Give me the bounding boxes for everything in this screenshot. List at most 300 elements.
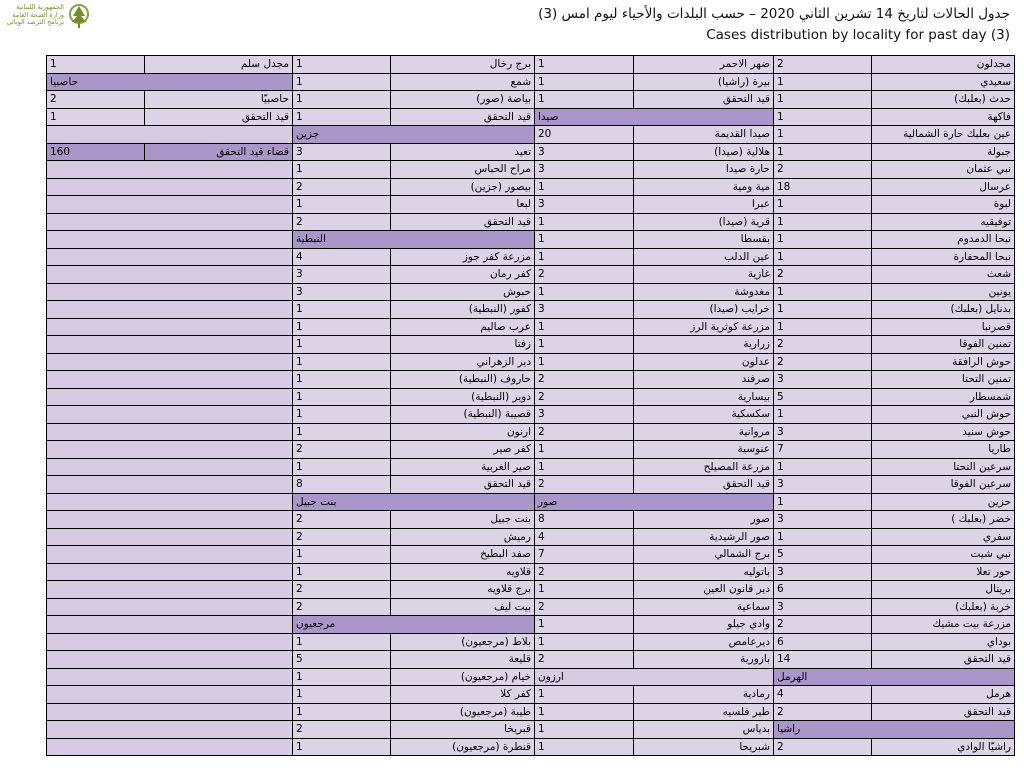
table-row: [47, 651, 1015, 669]
empty-cell: [47, 686, 293, 704]
table-row: [47, 686, 1015, 704]
empty-cell: [47, 283, 293, 301]
case-count-cell: 2: [774, 616, 872, 634]
case-count-cell: 1: [535, 721, 634, 739]
empty-cell: [47, 441, 293, 459]
locality-name-cell: خيام (مرجعيون): [391, 668, 535, 686]
district-header-cell: بنت جبيل: [293, 493, 535, 511]
empty-cell: ارزون: [535, 668, 774, 686]
district-header-cell: جزين: [293, 126, 535, 144]
district-header-cell: النبطية: [293, 231, 535, 249]
locality-name-cell: تمنين الفوقا: [872, 336, 1015, 354]
locality-name-cell: هلالية (صيدا): [634, 143, 774, 161]
locality-name-cell: حدث (بعلبك): [872, 91, 1015, 109]
case-count-cell: 1: [774, 248, 872, 266]
case-count-cell: 2: [535, 423, 634, 441]
locality-name-cell: طاريا: [872, 441, 1015, 459]
locality-name-cell: قيد التحقق: [872, 703, 1015, 721]
locality-name-cell: دير قانون العين: [634, 581, 774, 599]
locality-name-cell: سعيدي: [872, 73, 1015, 91]
case-count-cell: 1: [293, 353, 391, 371]
table-row: [47, 161, 1015, 179]
case-count-cell: 2: [293, 213, 391, 231]
district-header-cell: الهرمل: [774, 668, 1015, 686]
case-count-cell: 1: [774, 493, 872, 511]
case-count-cell: 1: [535, 738, 634, 756]
table-row: [47, 91, 1015, 109]
empty-cell: [47, 178, 293, 196]
case-count-cell: 3: [535, 161, 634, 179]
locality-name-cell: بريتال: [872, 581, 1015, 599]
table-row: [47, 546, 1015, 564]
case-count-cell: 1: [774, 108, 872, 126]
case-count-cell: 5: [293, 651, 391, 669]
case-count-cell: 1: [535, 283, 634, 301]
case-count-cell: 1: [774, 458, 872, 476]
table-row: [47, 266, 1015, 284]
locality-name-cell: قيد التحقق: [634, 91, 774, 109]
table-row: [47, 108, 1015, 126]
case-count-cell: 7: [774, 441, 872, 459]
empty-cell: [47, 353, 293, 371]
locality-name-cell: دير الزهراني: [391, 353, 535, 371]
district-header-cell: مرجعيون: [293, 616, 535, 634]
case-count-cell: 2: [293, 598, 391, 616]
locality-name-cell: برج الشمالي: [634, 546, 774, 564]
empty-cell: [47, 301, 293, 319]
case-count-cell: 1: [535, 248, 634, 266]
case-count-cell: 1: [293, 73, 391, 91]
locality-name-cell: عنوسية: [634, 441, 774, 459]
district-header-cell: حاصبيا: [47, 73, 293, 91]
case-count-cell: 1: [774, 91, 872, 109]
locality-name-cell: حوش الرافقة: [872, 353, 1015, 371]
locality-name-cell: قرية (صيدا): [634, 213, 774, 231]
empty-cell: [47, 458, 293, 476]
case-count-cell: 1: [293, 318, 391, 336]
case-count-cell: 4: [293, 248, 391, 266]
locality-cases-table: [46, 55, 1015, 756]
locality-name-cell: حاروف (النبطية): [391, 371, 535, 389]
case-count-cell: 1: [535, 703, 634, 721]
case-count-cell: 1: [774, 318, 872, 336]
locality-name-cell: بياضة (صور): [391, 91, 535, 109]
locality-name-cell: زفتا: [391, 336, 535, 354]
locality-name-cell: صرفند: [634, 371, 774, 389]
district-header-cell: صيدا: [535, 108, 774, 126]
locality-name-cell: قصرنبا: [872, 318, 1015, 336]
locality-name-cell: سفري: [872, 528, 1015, 546]
locality-name-cell: يونين: [872, 283, 1015, 301]
table-row: [47, 301, 1015, 319]
case-count-cell: 2: [535, 371, 634, 389]
empty-cell: [47, 406, 293, 424]
empty-cell: [47, 476, 293, 494]
locality-name-cell: قصيبة (النبطية): [391, 406, 535, 424]
case-count-cell: 2: [47, 91, 145, 109]
locality-name-cell: قيد التحقق: [634, 476, 774, 494]
table-row: [47, 738, 1015, 756]
locality-name-cell: ديرعامص: [634, 633, 774, 651]
locality-name-cell: باتوليه: [634, 563, 774, 581]
case-count-cell: 1: [293, 161, 391, 179]
table-row: [47, 511, 1015, 529]
locality-name-cell: دوير (النبطية): [391, 388, 535, 406]
locality-name-cell: قليعة: [391, 651, 535, 669]
empty-cell: [47, 336, 293, 354]
empty-cell: [47, 266, 293, 284]
locality-name-cell: توفيقيه: [872, 213, 1015, 231]
table-row: [47, 598, 1015, 616]
table-row: [47, 336, 1015, 354]
locality-name-cell: ارنون: [391, 423, 535, 441]
table-row: [47, 143, 1015, 161]
locality-name-cell: مراح الحباس: [391, 161, 535, 179]
case-count-cell: 2: [774, 161, 872, 179]
case-count-cell: 1: [293, 423, 391, 441]
case-count-cell: 1: [535, 178, 634, 196]
locality-name-cell: صور الرشيدية: [634, 528, 774, 546]
district-header-cell: صور: [535, 493, 774, 511]
case-count-cell: 1: [293, 738, 391, 756]
locality-name-cell: مية ومية: [634, 178, 774, 196]
case-count-cell: 20: [535, 126, 634, 144]
ministry-line: وزارة الصحة العامة: [12, 10, 64, 19]
locality-name-cell: هرمل: [872, 686, 1015, 704]
locality-name-cell: زرارية: [634, 336, 774, 354]
cedar-logo-icon: [68, 2, 90, 32]
table-row: [47, 476, 1015, 494]
table-row: [47, 616, 1015, 634]
locality-name-cell: شبريحا: [634, 738, 774, 756]
case-count-cell: 1: [535, 91, 634, 109]
table-row: [47, 441, 1015, 459]
case-count-cell: 2: [774, 56, 872, 74]
case-count-cell: 3: [774, 598, 872, 616]
empty-cell: [47, 318, 293, 336]
case-count-cell: 2: [774, 738, 872, 756]
locality-name-cell: بوداي: [872, 633, 1015, 651]
locality-name-cell: سكسكية: [634, 406, 774, 424]
case-count-cell: 1: [535, 633, 634, 651]
empty-cell: [47, 493, 293, 511]
table-row: [47, 493, 1015, 511]
locality-name-cell: خرايب (صيدا): [634, 301, 774, 319]
table-row: [47, 406, 1015, 424]
case-count-cell: 3: [535, 406, 634, 424]
locality-name-cell: بقسطا: [634, 231, 774, 249]
locality-name-cell: قلاويه: [391, 563, 535, 581]
empty-cell: [47, 161, 293, 179]
case-count-cell: 1: [774, 406, 872, 424]
case-count-cell: 1: [293, 668, 391, 686]
empty-cell: [47, 213, 293, 231]
locality-name-cell: راشيّا الوادي: [872, 738, 1015, 756]
case-count-cell: 2: [535, 388, 634, 406]
locality-name-cell: مغدوشة: [634, 283, 774, 301]
case-count-cell: 3: [774, 423, 872, 441]
empty-cell: [47, 511, 293, 529]
locality-name-cell: فاكهة: [872, 108, 1015, 126]
case-count-cell: 14: [774, 651, 872, 669]
case-count-cell: 1: [535, 73, 634, 91]
empty-cell: [47, 616, 293, 634]
locality-name-cell: حاصبيّا: [145, 91, 293, 109]
case-count-cell: 8: [535, 511, 634, 529]
case-count-cell: 2: [535, 651, 634, 669]
case-count-cell: 1: [47, 108, 145, 126]
locality-name-cell: شمع: [391, 73, 535, 91]
locality-name-cell: عرب صاليم: [391, 318, 535, 336]
locality-name-cell: قيد التحقق: [145, 108, 293, 126]
locality-name-cell: مروانية: [634, 423, 774, 441]
locality-name-cell: مزرعة المصيلح: [634, 458, 774, 476]
case-count-cell: 7: [535, 546, 634, 564]
case-count-cell: 18: [774, 178, 872, 196]
locality-name-cell: مزرعة كفر جوز: [391, 248, 535, 266]
table-row: [47, 423, 1015, 441]
locality-name-cell: بدياس: [634, 721, 774, 739]
table-row: [47, 213, 1015, 231]
locality-name-cell: بازورية: [634, 651, 774, 669]
locality-name-cell: قنطرة (مرجعيون): [391, 738, 535, 756]
case-count-cell: 1: [774, 126, 872, 144]
locality-name-cell: بنت جبيل: [391, 511, 535, 529]
locality-name-cell: بيصور (جزين): [391, 178, 535, 196]
table-row: [47, 721, 1015, 739]
case-count-cell: 1: [535, 56, 634, 74]
empty-cell: [47, 651, 293, 669]
report-title-english: Cases distribution by locality for past day (3): [706, 27, 1010, 43]
locality-name-cell: تمنين التحتا: [872, 371, 1015, 389]
locality-name-cell: لبوة: [872, 196, 1015, 214]
locality-name-cell: غازية: [634, 266, 774, 284]
locality-name-cell: جبولة: [872, 143, 1015, 161]
table-row: [47, 668, 1015, 686]
empty-cell: [47, 528, 293, 546]
locality-name-cell: بيت ليف: [391, 598, 535, 616]
locality-name-cell: قيد التحقق: [391, 476, 535, 494]
table-row: [47, 458, 1015, 476]
locality-name-cell: خضر (بعلبك ): [872, 511, 1015, 529]
locality-name-cell: صير الغربية: [391, 458, 535, 476]
locality-name-cell: بيسارية: [634, 388, 774, 406]
case-count-cell: 5: [774, 546, 872, 564]
locality-name-cell: سرعين الفوقا: [872, 476, 1015, 494]
table-row: [47, 283, 1015, 301]
locality-name-cell: قيد التحقق: [391, 213, 535, 231]
table-row: [47, 196, 1015, 214]
locality-name-cell: خربة (بعلبك): [872, 598, 1015, 616]
table-row: [47, 126, 1015, 144]
locality-name-cell: كفر كلا: [391, 686, 535, 704]
locality-name-cell: كفر رمان: [391, 266, 535, 284]
table-row: [47, 231, 1015, 249]
table-row: [47, 178, 1015, 196]
case-count-cell: 1: [774, 143, 872, 161]
empty-cell: [47, 371, 293, 389]
locality-name-cell: نبحا المحفارة: [872, 248, 1015, 266]
case-count-cell: 1: [293, 633, 391, 651]
case-count-cell: 1: [774, 283, 872, 301]
case-count-cell: 3: [293, 283, 391, 301]
case-count-cell: 1: [535, 213, 634, 231]
case-count-cell: 1: [535, 231, 634, 249]
table-row: [47, 633, 1015, 651]
locality-name-cell: حزين: [872, 493, 1015, 511]
case-count-cell: 1: [293, 686, 391, 704]
locality-name-cell: شعث: [872, 266, 1015, 284]
ministry-line: الجمهورية اللبنانية: [16, 3, 64, 11]
locality-name-cell: قبريخا: [391, 721, 535, 739]
table-row: [47, 371, 1015, 389]
case-count-cell: 1: [293, 458, 391, 476]
locality-name-cell: شمسطار: [872, 388, 1015, 406]
locality-name-cell: مزرعة كوثرية الرز: [634, 318, 774, 336]
locality-name-cell: عبرا: [634, 196, 774, 214]
district-header-cell: قضاء قيد التحقق: [145, 143, 293, 161]
case-count-cell: 2: [774, 353, 872, 371]
locality-name-cell: صفد البطيخ: [391, 546, 535, 564]
case-count-cell: 160: [47, 143, 145, 161]
case-count-cell: 1: [535, 336, 634, 354]
case-count-cell: 1: [535, 616, 634, 634]
case-count-cell: 2: [535, 266, 634, 284]
case-count-cell: 1: [535, 353, 634, 371]
case-count-cell: 3: [293, 266, 391, 284]
locality-name-cell: طيبة (مرجعيون): [391, 703, 535, 721]
table-row: [47, 581, 1015, 599]
locality-name-cell: سماعية: [634, 598, 774, 616]
empty-cell: [47, 633, 293, 651]
case-count-cell: 1: [293, 56, 391, 74]
locality-name-cell: طير فلسيه: [634, 703, 774, 721]
case-count-cell: 1: [293, 336, 391, 354]
ministry-line: برنامج الترصد الوبائي: [6, 18, 64, 26]
locality-name-cell: عرسال: [872, 178, 1015, 196]
case-count-cell: 3: [293, 143, 391, 161]
case-count-cell: 1: [293, 91, 391, 109]
locality-name-cell: صيدا القديمة: [634, 126, 774, 144]
case-count-cell: 1: [293, 406, 391, 424]
locality-name-cell: عين الدلب: [634, 248, 774, 266]
locality-name-cell: بدنايل (بعلبك): [872, 301, 1015, 319]
case-count-cell: 1: [293, 196, 391, 214]
locality-name-cell: لبعا: [391, 196, 535, 214]
locality-name-cell: ضهر الاحمر: [634, 56, 774, 74]
case-count-cell: 4: [774, 686, 872, 704]
locality-name-cell: قيد التحقق: [391, 108, 535, 126]
case-count-cell: 1: [293, 301, 391, 319]
case-count-cell: 1: [535, 441, 634, 459]
empty-cell: [47, 196, 293, 214]
case-count-cell: 1: [774, 73, 872, 91]
report-title-arabic: جدول الحالات لتاريخ 14 تشرين الثاني 2020 – حسب البلدات والأحياء ليوم امس (3): [538, 6, 1010, 22]
locality-name-cell: عين بعلبك حارة الشمالية: [872, 126, 1015, 144]
case-count-cell: 3: [774, 511, 872, 529]
case-count-cell: 6: [774, 633, 872, 651]
locality-name-cell: وادي جيلو: [634, 616, 774, 634]
case-count-cell: 3: [774, 476, 872, 494]
locality-name-cell: حوش سنيد: [872, 423, 1015, 441]
case-count-cell: 1: [774, 301, 872, 319]
case-count-cell: 6: [774, 581, 872, 599]
locality-name-cell: مجدل سلم: [145, 56, 293, 74]
case-count-cell: 2: [293, 721, 391, 739]
case-count-cell: 1: [774, 213, 872, 231]
table-row: [47, 703, 1015, 721]
locality-name-cell: صور: [634, 511, 774, 529]
table-row: [47, 248, 1015, 266]
locality-name-cell: حوش النبي: [872, 406, 1015, 424]
locality-name-cell: مجدلون: [872, 56, 1015, 74]
case-count-cell: 2: [535, 598, 634, 616]
locality-name-cell: برج رخال: [391, 56, 535, 74]
empty-cell: [47, 738, 293, 756]
empty-cell: [47, 546, 293, 564]
case-count-cell: 2: [535, 563, 634, 581]
empty-cell: [47, 388, 293, 406]
locality-name-cell: عدلون: [634, 353, 774, 371]
case-count-cell: 4: [535, 528, 634, 546]
empty-cell: [47, 126, 293, 144]
empty-cell: [47, 668, 293, 686]
empty-cell: [47, 703, 293, 721]
case-count-cell: 5: [774, 388, 872, 406]
ministry-logo: [4, 2, 90, 36]
case-count-cell: 1: [774, 528, 872, 546]
case-count-cell: 2: [293, 511, 391, 529]
case-count-cell: 2: [535, 476, 634, 494]
case-count-cell: 1: [293, 703, 391, 721]
empty-cell: [47, 721, 293, 739]
locality-name-cell: رميش: [391, 528, 535, 546]
case-count-cell: 1: [774, 231, 872, 249]
table-row: [47, 528, 1015, 546]
case-count-cell: 1: [47, 56, 145, 74]
case-count-cell: 1: [293, 546, 391, 564]
table-row: [47, 388, 1015, 406]
locality-name-cell: كفور (النبطية): [391, 301, 535, 319]
locality-name-cell: كفر صير: [391, 441, 535, 459]
empty-cell: [47, 581, 293, 599]
empty-cell: [47, 248, 293, 266]
case-count-cell: 2: [293, 178, 391, 196]
empty-cell: [47, 563, 293, 581]
locality-name-cell: تعيد: [391, 143, 535, 161]
case-count-cell: 1: [293, 371, 391, 389]
case-count-cell: 2: [774, 336, 872, 354]
case-count-cell: 1: [535, 686, 634, 704]
locality-name-cell: نبحا الدمدوم: [872, 231, 1015, 249]
case-count-cell: 3: [535, 301, 634, 319]
case-count-cell: 1: [293, 108, 391, 126]
case-count-cell: 1: [535, 581, 634, 599]
locality-name-cell: حبوش: [391, 283, 535, 301]
case-count-cell: 2: [293, 528, 391, 546]
case-count-cell: 1: [293, 388, 391, 406]
empty-cell: [47, 231, 293, 249]
case-count-cell: 2: [774, 703, 872, 721]
case-count-cell: 3: [774, 371, 872, 389]
table-row: [47, 318, 1015, 336]
locality-name-cell: مزرعة بيت مشيك: [872, 616, 1015, 634]
case-count-cell: 2: [774, 266, 872, 284]
table-row: [47, 73, 1015, 91]
locality-name-cell: حور تعلا: [872, 563, 1015, 581]
locality-name-cell: نبي شيت: [872, 546, 1015, 564]
empty-cell: [47, 423, 293, 441]
